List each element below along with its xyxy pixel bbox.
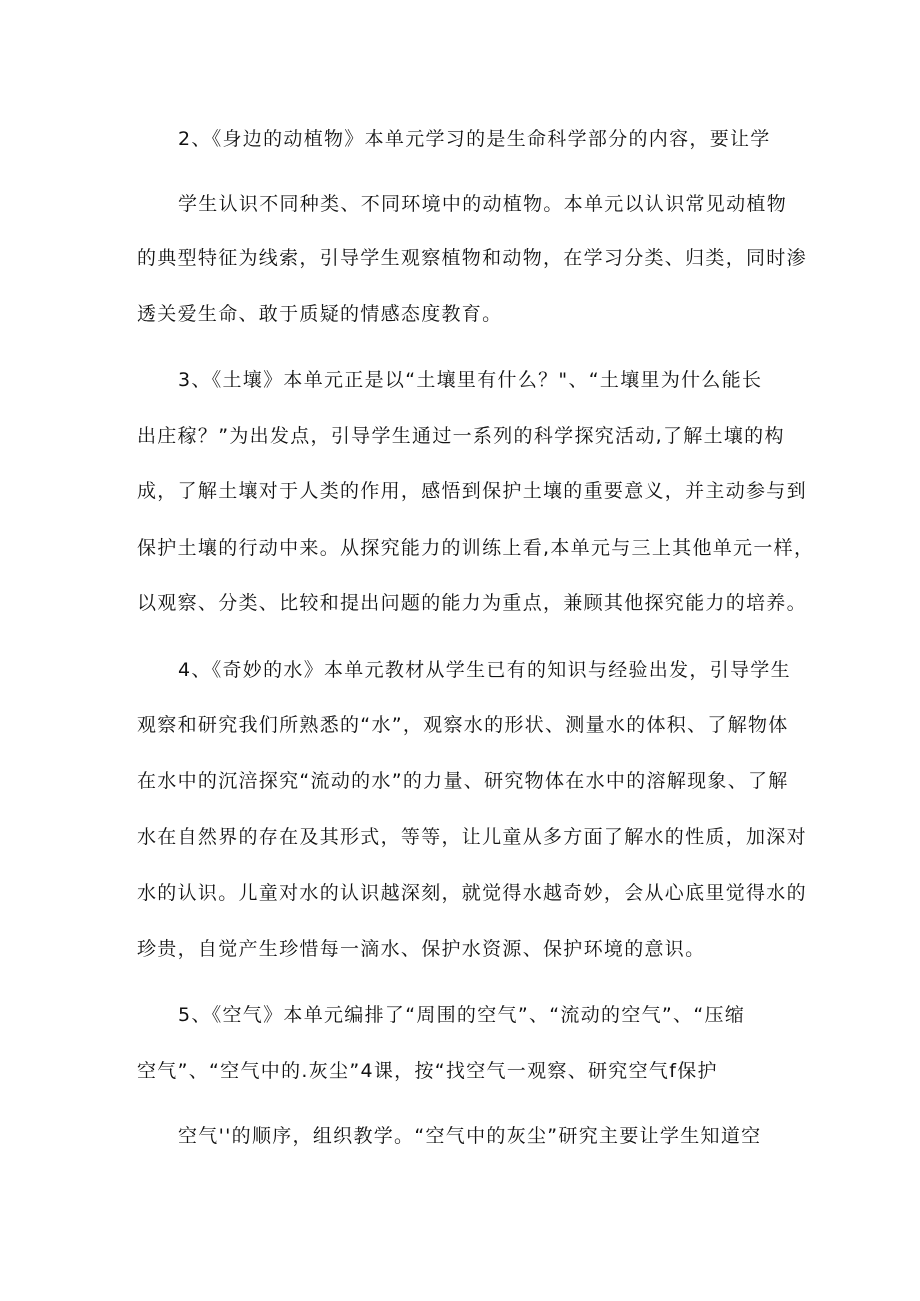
text-line: 学生认识不同种类、不同环境中的动植物。本单元以认识常见动植物: [178, 193, 788, 215]
text-line: 空气”、“空气中的.灰尘”4课，按“找空气一观察、研究空气f保护: [137, 1060, 718, 1082]
text-line: 2、《身边的动植物》本单元学习的是生命科学部分的内容，要让学: [178, 128, 771, 150]
text-line: 成，了解土壤对于人类的作用，感悟到保护土壤的重要意义，并主动参与到: [137, 480, 807, 502]
text-line: 珍贵，自觉产生珍惜每一滴水、保护水资源、保护环境的意识。: [137, 938, 706, 960]
text-line: 的典型特征为线索，引导学生观察植物和动物，在学习分类、归类，同时渗: [137, 247, 807, 269]
text-line: 3、《土壤》本单元正是以“土壤里有什么？"、“土壤里为什么能长: [178, 369, 763, 391]
text-line: 出庄稼？”为出发点，引导学生通过一系列的科学探究活动,了解土壤的构: [137, 425, 785, 447]
text-line: 在水中的沉涪探究“流动的水”的力量、研究物体在水中的溶解现象、了解: [137, 770, 789, 792]
text-line: 透关爱生命、敢于质疑的情感态度教育。: [137, 303, 503, 325]
text-line: 水在自然界的存在及其形式，等等，让儿童从多方面了解水的性质，加深对: [137, 826, 807, 848]
text-line: 观察和研究我们所熟悉的“水”，观察水的形状、测量水的体积、了解物体: [137, 714, 789, 736]
text-line: 空气''的顺序，组织教学。“空气中的灰尘”研究主要让学生知道空: [178, 1125, 762, 1147]
text-line: 5、《空气》本单元编排了“周围的空气”、“流动的空气”、“压缩: [178, 1004, 746, 1026]
text-line: 以观察、分类、比较和提出问题的能力为重点，兼顾其他探究能力的培养。: [137, 592, 807, 614]
text-line: 水的认识。儿童对水的认识越深刻，就觉得水越奇妙，会从心底里觉得水的: [137, 882, 807, 904]
text-line: 4、《奇妙的水》本单元教材从学生已有的知识与经验出发，引导学生: [178, 659, 791, 681]
text-line: 保护土壤的行动中来。从探究能力的训练上看,本单元与三上其他单元一样，: [137, 537, 815, 559]
